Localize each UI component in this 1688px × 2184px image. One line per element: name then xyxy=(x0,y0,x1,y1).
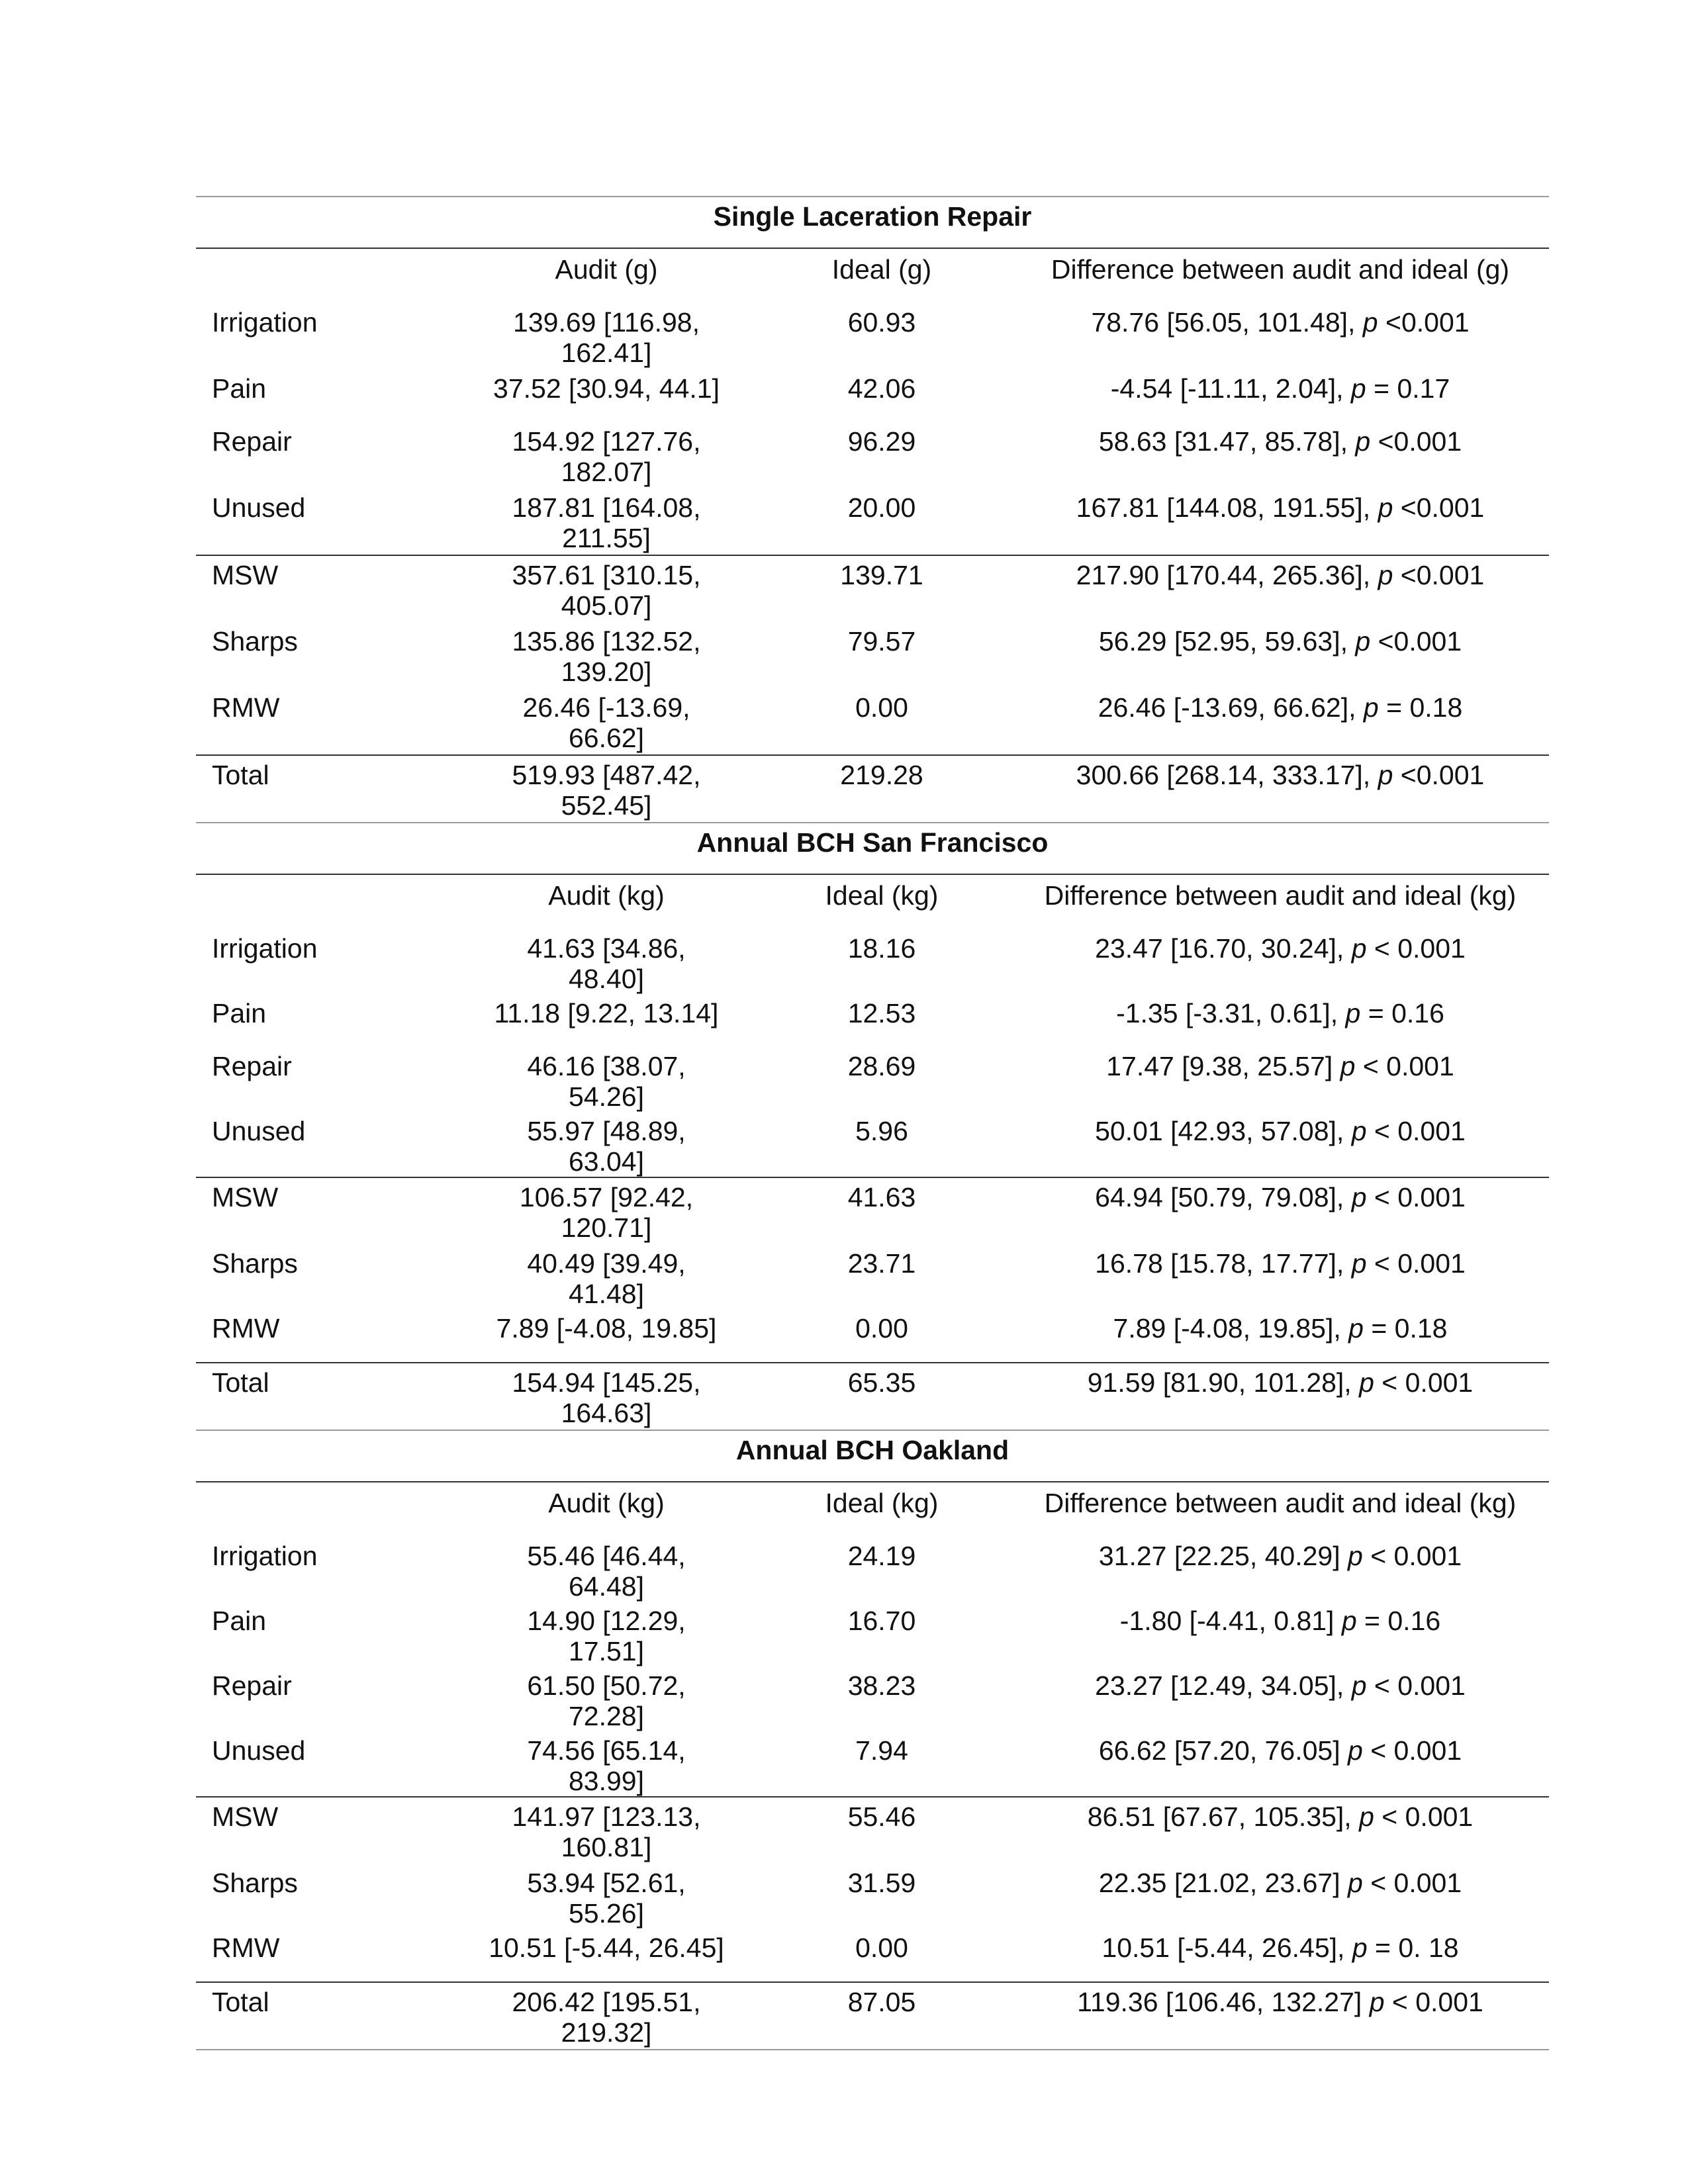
section-annual-bch-oakland xyxy=(196,1430,1549,2050)
p-value: < 0.001 xyxy=(1366,1182,1466,1212)
table-row xyxy=(196,1602,1549,1666)
audit-value: 106.57 [92.42, 120.71] xyxy=(461,1177,752,1244)
audit-value: 139.69 [116.98, 162.41] xyxy=(513,307,700,368)
difference-value xyxy=(1011,303,1549,369)
waste-comparison-table xyxy=(196,196,1549,2050)
header-difference: Difference between audit and ideal (g) xyxy=(1051,254,1510,285)
ideal-value: 20.00 xyxy=(847,492,916,523)
p-value: <0.001 xyxy=(1393,492,1485,523)
ideal-value: 219.28 xyxy=(752,755,1011,823)
section-title: Annual BCH Oakland xyxy=(196,1430,1549,1482)
p-value: < 0.001 xyxy=(1362,1735,1462,1766)
difference-value xyxy=(1011,929,1549,994)
difference-estimate: 17.47 [9.38, 25.57] xyxy=(1106,1051,1340,1081)
difference-value xyxy=(1011,1666,1549,1731)
ideal-value: 139.71 xyxy=(752,555,1011,622)
difference-estimate: 217.90 [170.44, 265.36], xyxy=(1076,560,1378,590)
ideal-value: 18.16 xyxy=(847,933,916,964)
audit-value: 206.42 [195.51, 219.32] xyxy=(461,1982,752,2050)
p-value: < 0.001 xyxy=(1374,1367,1474,1398)
p-symbol: p xyxy=(1340,1051,1356,1081)
p-value: < 0.001 xyxy=(1366,1248,1466,1279)
difference-estimate: 58.63 [31.47, 85.78], xyxy=(1098,426,1356,457)
table-row xyxy=(196,422,1549,488)
row-label: RMW xyxy=(212,692,280,723)
audit-value: 154.92 [127.76, 182.07] xyxy=(512,426,701,487)
row-label: Pain xyxy=(212,998,267,1028)
ideal-value: 16.70 xyxy=(847,1606,916,1636)
p-symbol: p xyxy=(1362,307,1378,338)
p-symbol: p xyxy=(1378,492,1393,523)
p-value: <0.001 xyxy=(1393,760,1485,790)
row-label: MSW xyxy=(196,1177,461,1244)
difference-estimate: -1.80 [-4.41, 0.81] xyxy=(1119,1606,1342,1636)
p-value: < 0.001 xyxy=(1374,1801,1474,1832)
p-symbol: p xyxy=(1341,1606,1357,1636)
audit-value: 61.50 [50.72, 72.28] xyxy=(527,1670,686,1731)
ideal-value: 31.59 xyxy=(847,1868,916,1898)
ideal-value: 87.05 xyxy=(752,1982,1011,2050)
row-label: Pain xyxy=(212,373,267,404)
p-value: < 0.001 xyxy=(1384,1987,1483,2017)
column-header-row xyxy=(196,1482,1549,1537)
p-value: = 0.17 xyxy=(1366,373,1450,404)
header-ideal: Ideal (kg) xyxy=(825,1488,939,1518)
difference-estimate: 56.29 [52.95, 59.63], xyxy=(1098,626,1356,657)
difference-estimate: 10.51 [-5.44, 26.45], xyxy=(1102,1933,1352,1963)
difference-estimate: 86.51 [67.67, 105.35], xyxy=(1087,1801,1360,1832)
p-symbol: p xyxy=(1363,692,1379,723)
p-value: <0.001 xyxy=(1378,307,1470,338)
audit-value: 187.81 [164.08, 211.55] xyxy=(512,492,701,553)
table-row xyxy=(196,555,1549,622)
audit-value: 519.93 [487.42, 552.45] xyxy=(461,755,752,823)
p-symbol: p xyxy=(1378,560,1393,590)
difference-estimate: 31.27 [22.25, 40.29] xyxy=(1098,1541,1348,1571)
table-row xyxy=(196,1864,1549,1929)
ideal-value: 55.46 xyxy=(752,1797,1011,1864)
difference-value xyxy=(1011,1537,1549,1602)
section-title-row xyxy=(196,823,1549,874)
audit-value: 46.16 [38.07, 54.26] xyxy=(527,1051,686,1112)
p-symbol: p xyxy=(1352,1933,1368,1963)
ideal-value: 41.63 xyxy=(752,1177,1011,1244)
header-audit: Audit (kg) xyxy=(548,1488,665,1518)
difference-estimate: 91.59 [81.90, 101.28], xyxy=(1087,1367,1360,1398)
p-symbol: p xyxy=(1351,933,1367,964)
header-difference: Difference between audit and ideal (kg) xyxy=(1044,1488,1517,1518)
section-title-row xyxy=(196,1430,1549,1482)
row-label: RMW xyxy=(212,1313,280,1343)
p-value: < 0.001 xyxy=(1362,1868,1462,1898)
audit-value: 55.97 [48.89, 63.04] xyxy=(527,1116,686,1177)
difference-value xyxy=(1011,1047,1549,1112)
row-label: Sharps xyxy=(212,1868,298,1898)
difference-estimate: 66.62 [57.20, 76.05] xyxy=(1098,1735,1348,1766)
p-symbol: p xyxy=(1350,373,1366,404)
difference-estimate: 16.78 [15.78, 17.77], xyxy=(1095,1248,1352,1279)
audit-value: 40.49 [39.49, 41.48] xyxy=(527,1248,686,1309)
row-label: MSW xyxy=(196,1797,461,1864)
p-symbol: p xyxy=(1359,1801,1374,1832)
difference-estimate: 119.36 [106.46, 132.27] xyxy=(1077,1987,1370,2017)
table-row xyxy=(196,1309,1549,1363)
ideal-value: 7.94 xyxy=(855,1735,908,1766)
audit-value: 154.94 [145.25, 164.63] xyxy=(461,1363,752,1430)
header-ideal: Ideal (kg) xyxy=(825,880,939,911)
audit-value: 141.97 [123.13, 160.81] xyxy=(461,1797,752,1864)
table-row xyxy=(196,1731,1549,1797)
p-symbol: p xyxy=(1348,1868,1363,1898)
ideal-value: 42.06 xyxy=(847,373,916,404)
row-label: Irrigation xyxy=(212,933,318,964)
waste-comparison-table-wrapper xyxy=(196,196,1549,2050)
p-symbol: p xyxy=(1345,998,1361,1028)
difference-value xyxy=(1011,1602,1549,1666)
header-difference: Difference between audit and ideal (kg) xyxy=(1044,880,1517,911)
section-single-laceration-repair xyxy=(196,197,1549,823)
difference-estimate: 7.89 [-4.08, 19.85], xyxy=(1113,1313,1349,1343)
difference-value xyxy=(1011,1112,1549,1177)
ideal-value: 38.23 xyxy=(847,1670,916,1701)
difference-value xyxy=(1011,1731,1549,1797)
p-value: < 0.001 xyxy=(1366,933,1466,964)
p-symbol: p xyxy=(1378,760,1393,790)
p-value: = 0.18 xyxy=(1363,1313,1448,1343)
ideal-value: 0.00 xyxy=(855,692,908,723)
row-label: Total xyxy=(196,755,461,823)
ideal-value: 23.71 xyxy=(847,1248,916,1279)
difference-value xyxy=(1011,488,1549,555)
p-value: <0.001 xyxy=(1370,626,1462,657)
difference-estimate: 22.35 [21.02, 23.67] xyxy=(1098,1868,1348,1898)
difference-value xyxy=(1011,755,1549,823)
table-row xyxy=(196,369,1549,422)
difference-estimate: 167.81 [144.08, 191.55], xyxy=(1076,492,1378,523)
row-label: Total xyxy=(196,1982,461,2050)
difference-value xyxy=(1011,555,1549,622)
difference-value xyxy=(1011,688,1549,755)
ideal-value: 65.35 xyxy=(752,1363,1011,1430)
table-row-total xyxy=(196,1982,1549,2050)
audit-value: 7.89 [-4.08, 19.85] xyxy=(496,1313,717,1343)
column-header-row xyxy=(196,248,1549,303)
table-row xyxy=(196,688,1549,755)
audit-value: 357.61 [310.15, 405.07] xyxy=(461,555,752,622)
audit-value: 14.90 [12.29, 17.51] xyxy=(527,1606,686,1666)
section-title: Single Laceration Repair xyxy=(196,197,1549,248)
p-symbol: p xyxy=(1351,1248,1367,1279)
row-label: Repair xyxy=(212,426,292,457)
audit-value: 53.94 [52.61, 55.26] xyxy=(527,1868,686,1929)
ideal-value: 0.00 xyxy=(855,1313,908,1343)
ideal-value: 12.53 xyxy=(847,998,916,1028)
table-row xyxy=(196,1177,1549,1244)
difference-value xyxy=(1011,1982,1549,2050)
row-label: Repair xyxy=(212,1670,292,1701)
table-row-total xyxy=(196,755,1549,823)
p-symbol: p xyxy=(1348,1313,1364,1343)
ideal-value: 24.19 xyxy=(847,1541,916,1571)
difference-estimate: 50.01 [42.93, 57.08], xyxy=(1095,1116,1352,1146)
audit-value: 10.51 [-5.44, 26.45] xyxy=(489,1933,724,1963)
p-value: < 0.001 xyxy=(1362,1541,1462,1571)
p-symbol: p xyxy=(1355,426,1371,457)
difference-value xyxy=(1011,369,1549,422)
p-value: = 0.16 xyxy=(1360,998,1444,1028)
table-row xyxy=(196,1929,1549,1982)
p-symbol: p xyxy=(1351,1116,1367,1146)
audit-value: 135.86 [132.52, 139.20] xyxy=(512,626,701,687)
table-row xyxy=(196,303,1549,369)
table-row xyxy=(196,1047,1549,1112)
row-label: Unused xyxy=(212,1116,306,1146)
difference-value xyxy=(1011,1177,1549,1244)
difference-value xyxy=(1011,1363,1549,1430)
table-row xyxy=(196,488,1549,555)
header-audit: Audit (kg) xyxy=(548,880,665,911)
p-value: <0.001 xyxy=(1370,426,1462,457)
section-title-row xyxy=(196,197,1549,248)
table-row xyxy=(196,1244,1549,1309)
p-value: < 0.001 xyxy=(1366,1670,1466,1701)
row-label: Total xyxy=(196,1363,461,1430)
section-annual-bch-san-francisco xyxy=(196,823,1549,1430)
audit-value: 41.63 [34.86, 48.40] xyxy=(527,933,686,994)
difference-estimate: 78.76 [56.05, 101.48], xyxy=(1091,307,1363,338)
table-row-total xyxy=(196,1363,1549,1430)
difference-value xyxy=(1011,1244,1549,1309)
difference-value xyxy=(1011,622,1549,688)
p-value: < 0.001 xyxy=(1355,1051,1454,1081)
row-label: Sharps xyxy=(212,626,298,657)
difference-estimate: -4.54 [-11.11, 2.04], xyxy=(1110,373,1351,404)
header-audit: Audit (g) xyxy=(555,254,658,285)
difference-value xyxy=(1011,1864,1549,1929)
ideal-value: 5.96 xyxy=(855,1116,908,1146)
row-label: Sharps xyxy=(212,1248,298,1279)
ideal-value: 96.29 xyxy=(847,426,916,457)
p-symbol: p xyxy=(1351,1670,1367,1701)
table-row xyxy=(196,1797,1549,1864)
p-symbol: p xyxy=(1348,1735,1363,1766)
ideal-value: 28.69 xyxy=(847,1051,916,1081)
audit-value: 11.18 [9.22, 13.14] xyxy=(494,998,719,1028)
ideal-value: 0.00 xyxy=(855,1933,908,1963)
p-symbol: p xyxy=(1355,626,1371,657)
difference-estimate: 23.27 [12.49, 34.05], xyxy=(1095,1670,1352,1701)
table-row xyxy=(196,929,1549,994)
p-value: <0.001 xyxy=(1393,560,1485,590)
p-value: = 0.16 xyxy=(1356,1606,1441,1636)
difference-value xyxy=(1011,1797,1549,1864)
section-title: Annual BCH San Francisco xyxy=(196,823,1549,874)
table-row xyxy=(196,1112,1549,1177)
table-row xyxy=(196,994,1549,1047)
difference-value xyxy=(1011,422,1549,488)
difference-estimate: 64.94 [50.79, 79.08], xyxy=(1095,1182,1352,1212)
row-label: Repair xyxy=(212,1051,292,1081)
p-symbol: p xyxy=(1359,1367,1374,1398)
audit-value: 74.56 [65.14, 83.99] xyxy=(527,1735,686,1796)
row-label: Unused xyxy=(212,1735,306,1766)
p-value: = 0.18 xyxy=(1378,692,1463,723)
p-symbol: p xyxy=(1348,1541,1363,1571)
row-label: Irrigation xyxy=(212,307,318,338)
row-label: MSW xyxy=(196,555,461,622)
difference-estimate: 26.46 [-13.69, 66.62], xyxy=(1098,692,1364,723)
p-value: = 0. 18 xyxy=(1367,1933,1459,1963)
column-header-row xyxy=(196,874,1549,929)
row-label: Irrigation xyxy=(212,1541,318,1571)
table-row xyxy=(196,622,1549,688)
p-value: < 0.001 xyxy=(1366,1116,1466,1146)
p-symbol: p xyxy=(1351,1182,1367,1212)
difference-estimate: 23.47 [16.70, 30.24], xyxy=(1095,933,1352,964)
header-ideal: Ideal (g) xyxy=(831,254,932,285)
p-symbol: p xyxy=(1369,1987,1385,2017)
difference-value xyxy=(1011,1929,1549,1982)
table-row xyxy=(196,1537,1549,1602)
audit-value: 55.46 [46.44, 64.48] xyxy=(527,1541,686,1602)
audit-value: 26.46 [-13.69, 66.62] xyxy=(522,692,690,753)
difference-estimate: -1.35 [-3.31, 0.61], xyxy=(1116,998,1346,1028)
row-label: Unused xyxy=(212,492,306,523)
difference-value xyxy=(1011,1309,1549,1363)
row-label: Pain xyxy=(212,1606,267,1636)
difference-value xyxy=(1011,994,1549,1047)
audit-value: 37.52 [30.94, 44.1] xyxy=(493,373,720,404)
table-row xyxy=(196,1666,1549,1731)
ideal-value: 79.57 xyxy=(847,626,916,657)
difference-estimate: 300.66 [268.14, 333.17], xyxy=(1076,760,1378,790)
row-label: RMW xyxy=(212,1933,280,1963)
ideal-value: 60.93 xyxy=(847,307,916,338)
